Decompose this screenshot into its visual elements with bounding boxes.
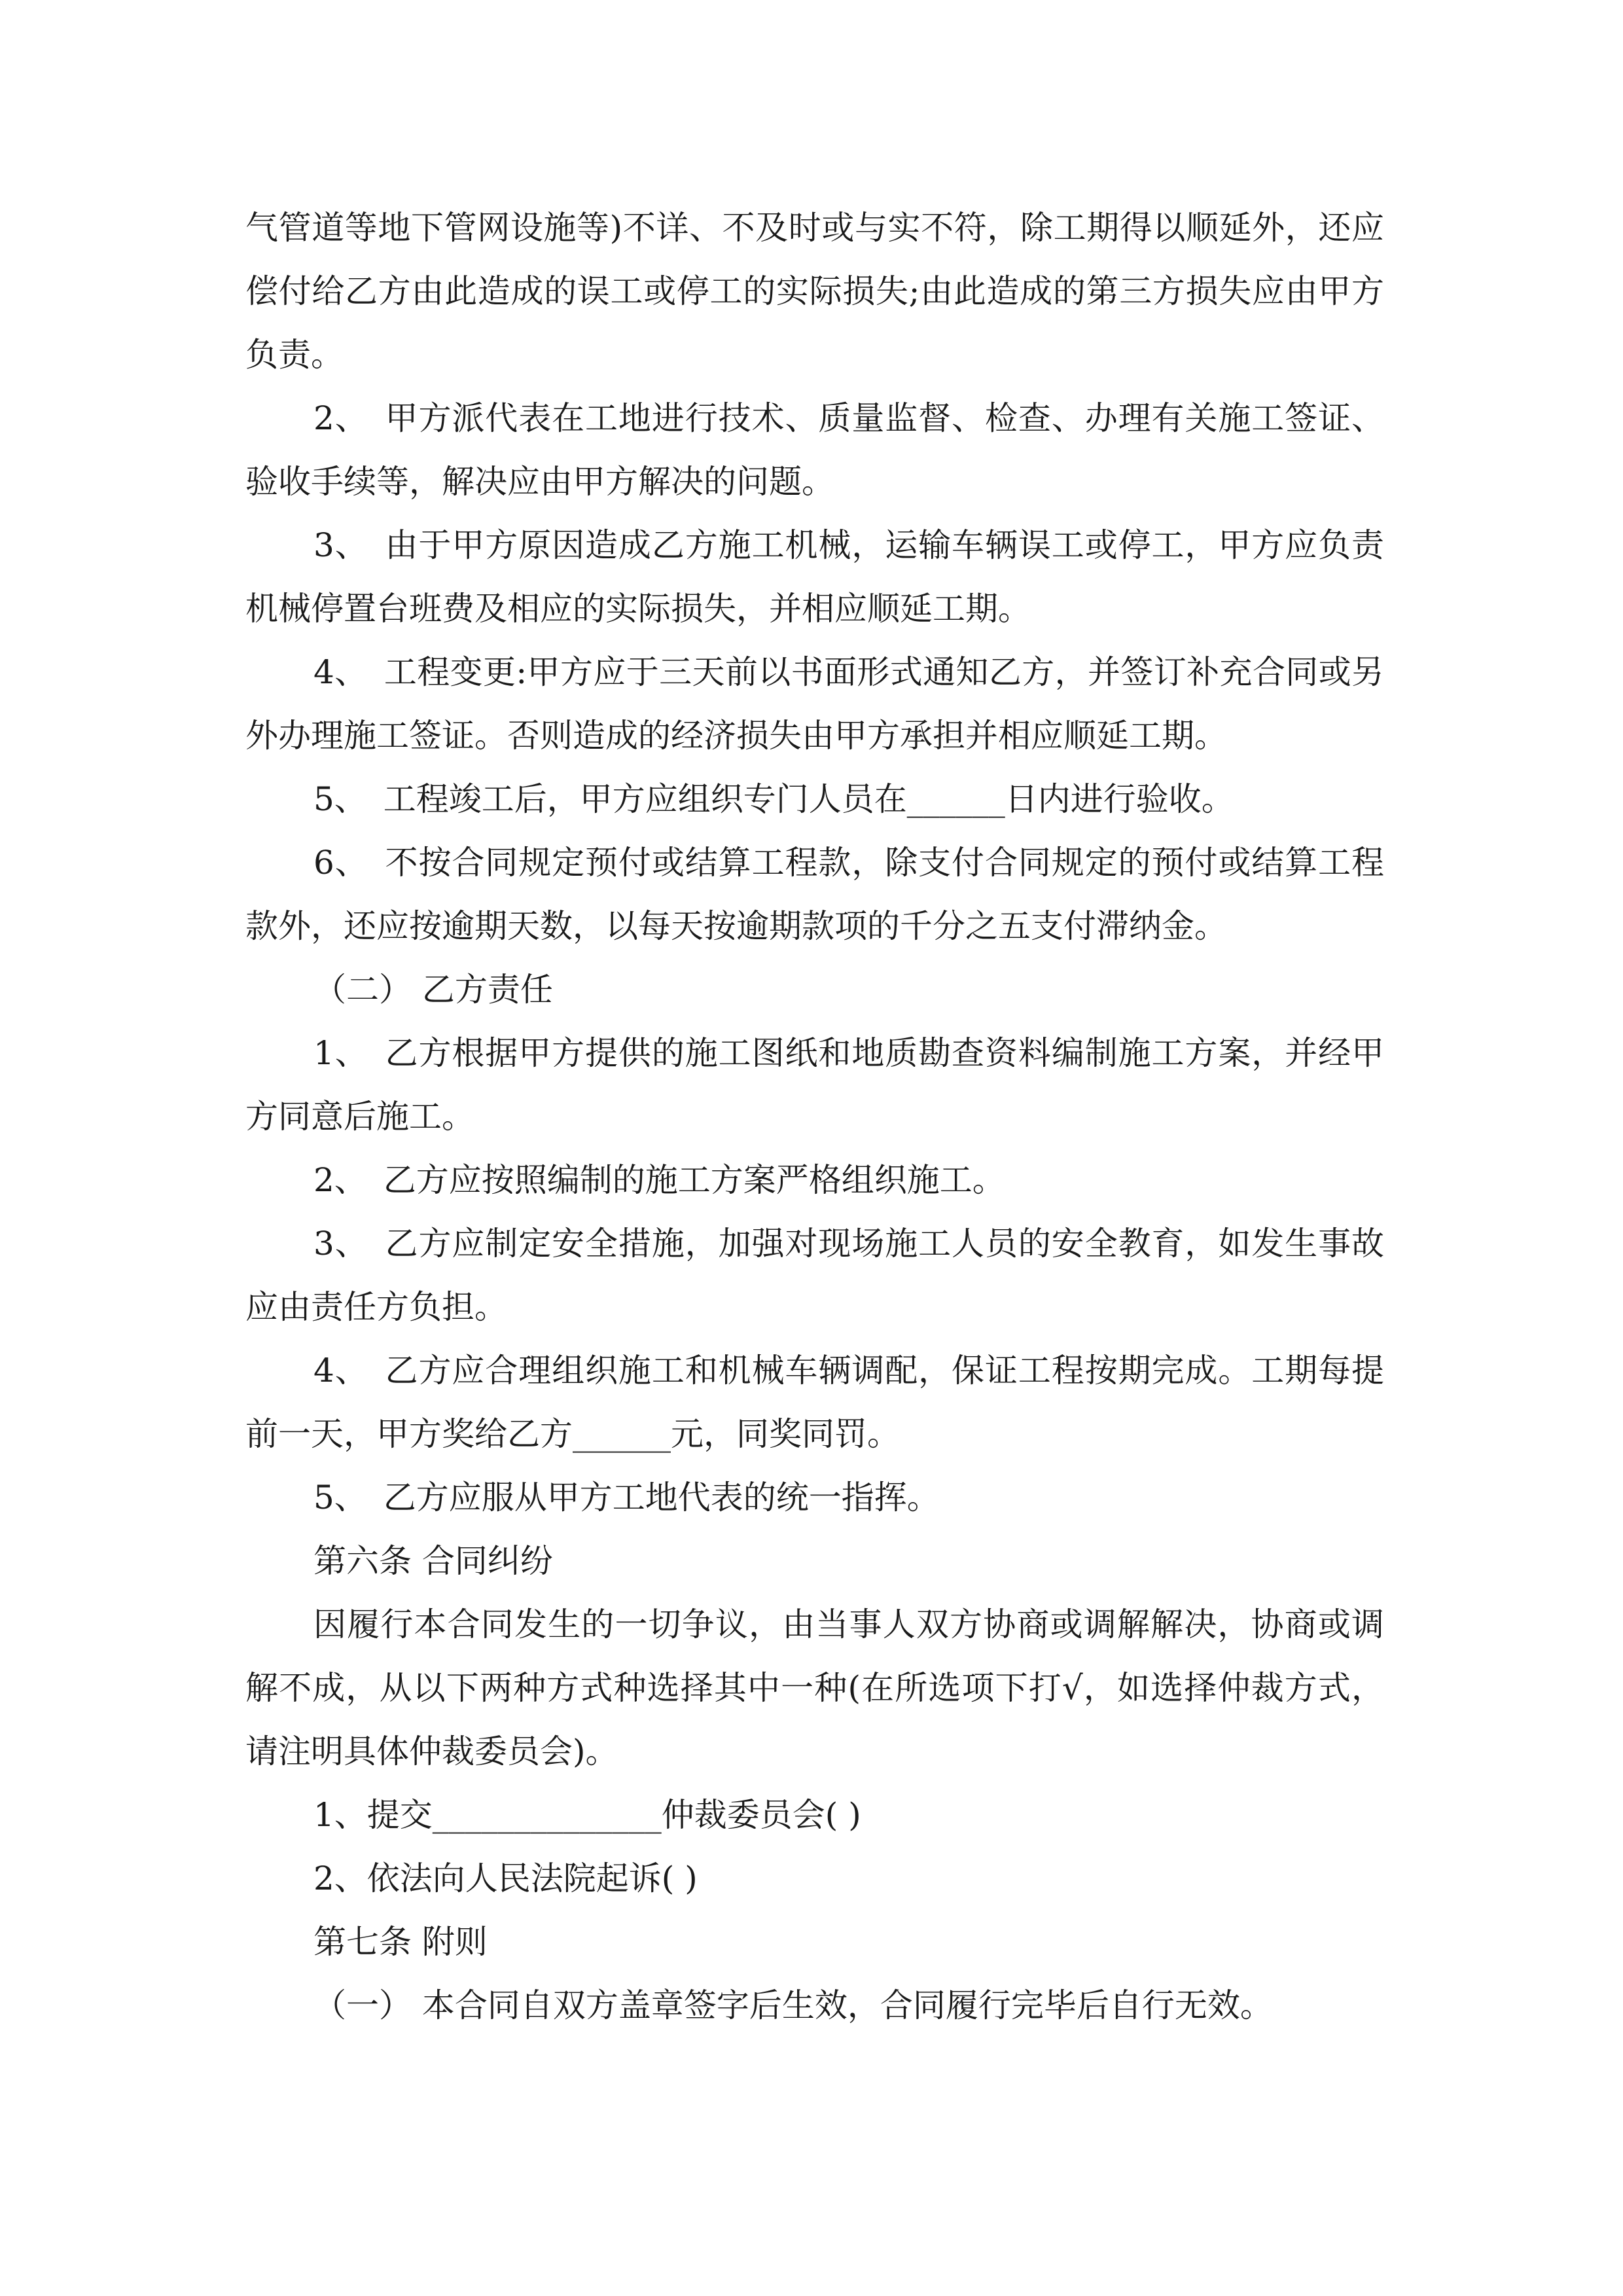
document-body (245, 196, 1384, 2037)
option-court: 2、依法向人民法院起诉( ) (313, 1859, 698, 1897)
option-arbitration: 1、提交______________仲裁委员会( ) (313, 1796, 861, 1834)
paragraph-party-a-item-3: 3、 由于甲方原因造成乙方施工机械，运输车辆误工或停工，甲方应负责机械停置台班费及相应的实际损失，并相应顺延工期。 (245, 526, 1384, 628)
paragraph-party-a-item-5: 5、 工程竣工后，甲方应组织专门人员在______日内进行验收。 (313, 780, 1234, 818)
paragraph-continuation: 气管道等地下管网设施等)不详、不及时或与实不符，除工期得以顺延外，还应偿付给乙方由此造成的误工或停工的实际损失;由此造成的第三方损失应由甲方负责。 (245, 209, 1384, 374)
paragraph-party-b-item-4: 4、 乙方应合理组织施工和机械车辆调配，保证工程按期完成。工期每提前一天，甲方奖给乙方______元，同奖同罚。 (245, 1352, 1384, 1453)
paragraph-supplementary-1: （一） 本合同自双方盖章签字后生效，合同履行完毕后自行无效。 (313, 1986, 1273, 2024)
article-7-heading: 第七条 附则 (313, 1923, 488, 1961)
paragraph-dispute-resolution: 因履行本合同发生的一切争议，由当事人双方协商或调解解决，协商或调解不成，从以下两种方式种选择其中一种(在所选项下打√，如选择仲裁方式，请注明具体仲裁委员会)。 (245, 1605, 1384, 1770)
paragraph-party-a-item-2: 2、 甲方派代表在工地进行技术、质量监督、检查、办理有关施工签证、验收手续等，解决应由甲方解决的问题。 (245, 399, 1384, 501)
section-heading-party-b: （二） 乙方责任 (313, 971, 553, 1009)
paragraph-party-a-item-6: 6、 不按合同规定预付或结算工程款，除支付合同规定的预付或结算工程款外，还应按逾期天数，以每天按逾期款项的千分之五支付滞纳金。 (245, 844, 1384, 945)
paragraph-party-b-item-2: 2、 乙方应按照编制的施工方案严格组织施工。 (313, 1161, 1005, 1199)
article-6-heading: 第六条 合同纠纷 (313, 1542, 553, 1580)
paragraph-party-b-item-1: 1、 乙方根据甲方提供的施工图纸和地质勘查资料编制施工方案，并经甲方同意后施工。 (245, 1034, 1384, 1136)
paragraph-party-b-item-5: 5、 乙方应服从甲方工地代表的统一指挥。 (313, 1479, 940, 1516)
paragraph-party-b-item-3: 3、 乙方应制定安全措施，加强对现场施工人员的安全教育，如发生事故应由责任方负担。 (245, 1225, 1384, 1326)
paragraph-party-a-item-4: 4、 工程变更:甲方应于三天前以书面形式通知乙方，并签订补充合同或另外办理施工签证。否则造成的经济损失由甲方承担并相应顺延工期。 (245, 653, 1384, 755)
